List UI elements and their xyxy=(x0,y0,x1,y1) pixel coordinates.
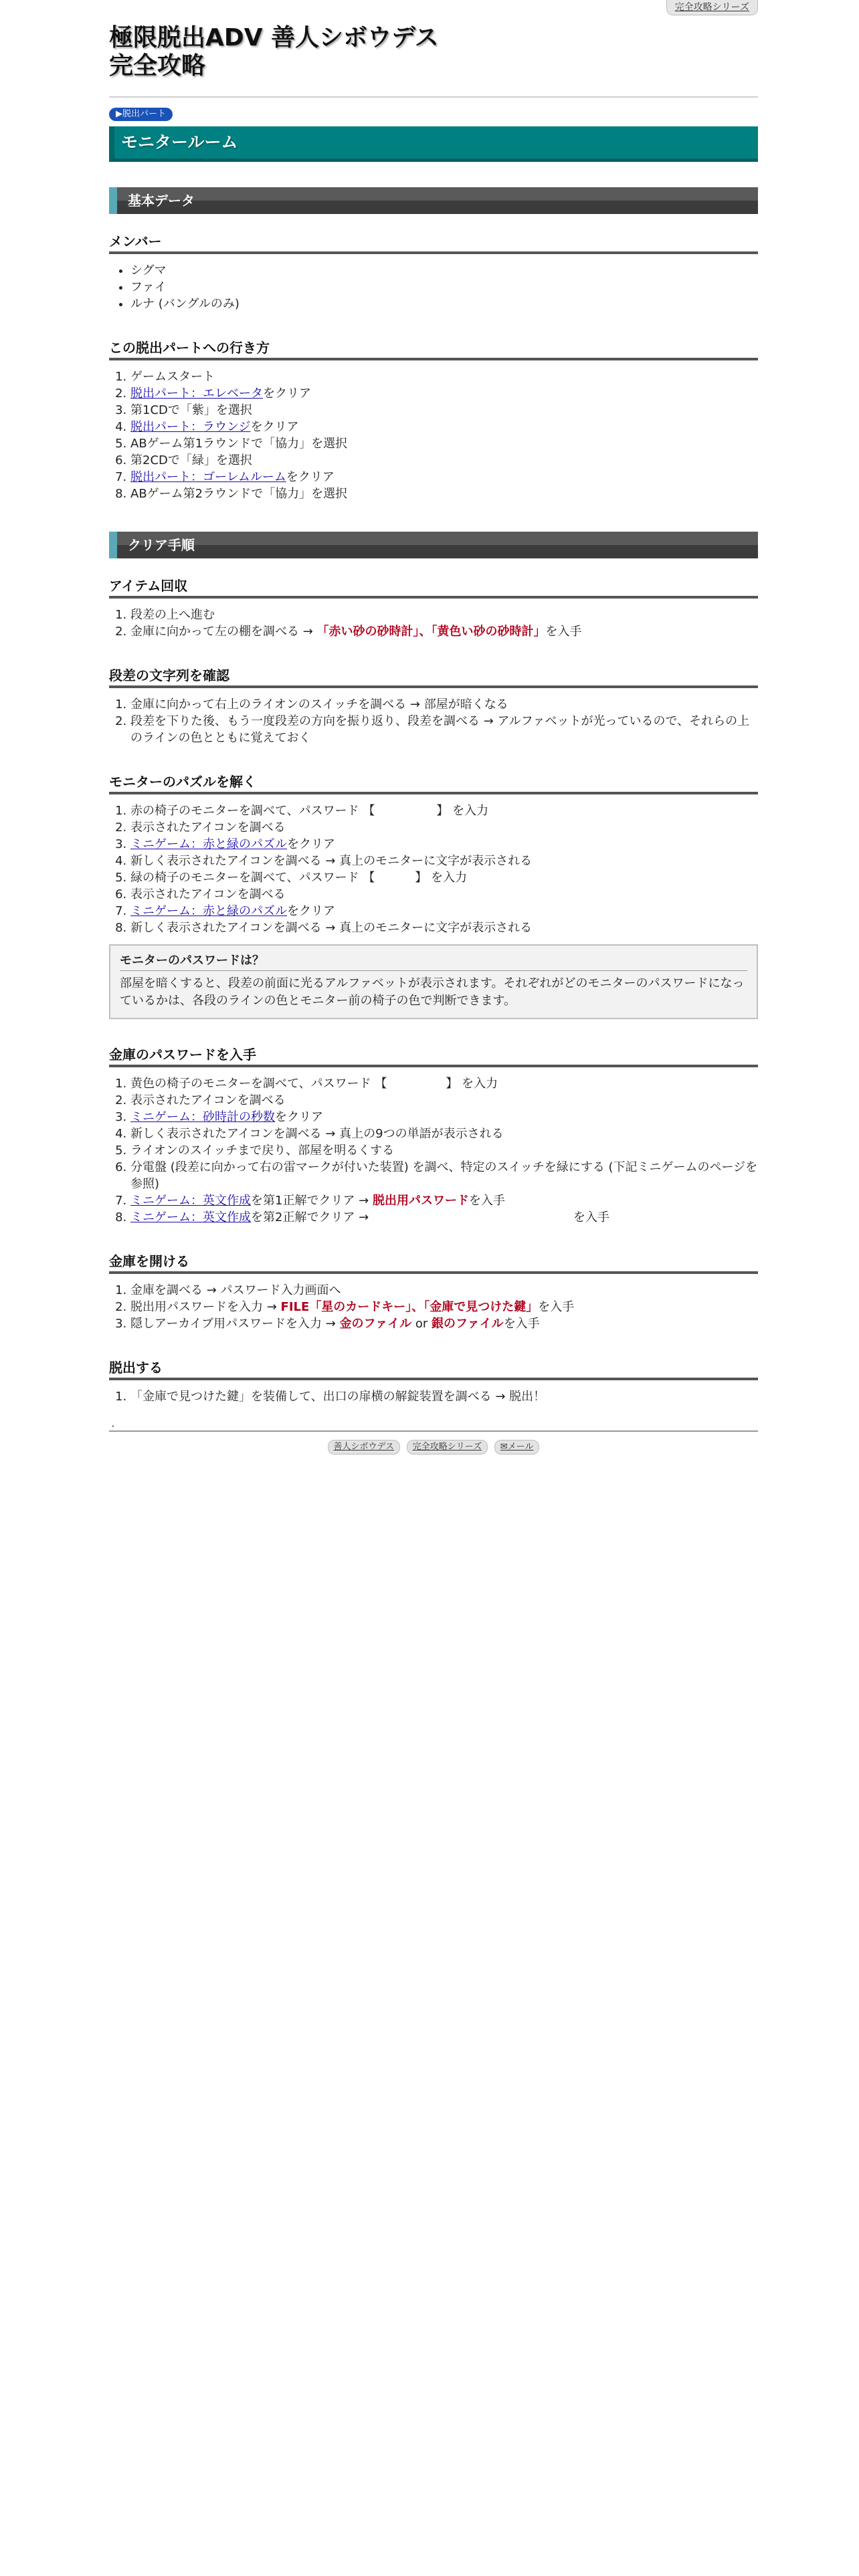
text: を入手 xyxy=(538,1300,575,1314)
list-item xyxy=(130,469,758,486)
item-name: 銀のファイル xyxy=(432,1317,504,1331)
link-elevator[interactable]: 脱出パート：エレベータ xyxy=(130,387,263,401)
route-list xyxy=(109,368,758,502)
text: を入手 xyxy=(503,1317,540,1331)
list-item xyxy=(130,1315,758,1332)
item-name: 「赤い砂の砂時計」 xyxy=(316,625,419,639)
list-item xyxy=(130,903,758,920)
list-item xyxy=(130,836,758,853)
text: を入手 xyxy=(468,1194,505,1208)
open-safe-heading: 金庫を開ける xyxy=(109,1251,758,1274)
footer-link-mail[interactable]: ✉メール xyxy=(494,1440,540,1455)
list-item: 8. ABゲーム第2ラウンドで「協力」を選択 xyxy=(130,486,758,502)
list-item: 3. 第1CDで「紫」を選択 xyxy=(130,402,758,419)
list-item xyxy=(130,623,758,640)
safe-password-list xyxy=(109,1075,758,1226)
text: を入手 xyxy=(573,1210,609,1224)
site-title-line2: 完全攻略 xyxy=(109,52,206,80)
members-heading: メンバー xyxy=(109,231,758,254)
text: 脱出用パスワードを入力 → xyxy=(130,1300,281,1314)
items-list xyxy=(109,607,758,640)
list-item: 6. 第2CDで「緑」を選択 xyxy=(130,452,758,469)
footer-link-series[interactable]: 完全攻略シリーズ xyxy=(407,1440,488,1455)
list-item: 1. 「金庫で見つけた鍵」を装備して、出口の扉横の解錠装置を調べる → 脱出！ xyxy=(130,1388,758,1405)
text: を第1正解でクリア → xyxy=(251,1194,373,1208)
list-item: • シグマ xyxy=(130,262,758,279)
text: or xyxy=(411,1317,432,1331)
monitor-list xyxy=(109,802,758,936)
link-red-green-puzzle[interactable]: ミニゲーム：赤と緑のパズル xyxy=(130,904,287,918)
text: 黄色の椅子のモニターを調べて、パスワード 【 xyxy=(130,1077,387,1091)
site-title-line1: 極限脱出ADV 善人シボウデス xyxy=(109,24,439,51)
text: 】 を入力 xyxy=(415,871,468,885)
list-item: 1. 金庫に向かって右上のライオンのスイッチを調べる → 部屋が暗くなる xyxy=(130,696,758,713)
list-item xyxy=(130,869,758,886)
list-item: • ファイ xyxy=(130,279,758,296)
link-english-composition[interactable]: ミニゲーム：英文作成 xyxy=(130,1210,251,1224)
footer-divider xyxy=(109,1430,758,1432)
link-golem-room[interactable]: 脱出パート：ゴーレムルーム xyxy=(130,470,286,484)
text: を入手 xyxy=(545,625,582,639)
list-item xyxy=(130,1209,758,1226)
list-item: 2. 表示されたアイコンを調べる xyxy=(130,1092,758,1109)
list-item: 5. ABゲーム第1ラウンドで「協力」を選択 xyxy=(130,435,758,452)
list-item xyxy=(130,419,758,435)
list-item: 2. 表示されたアイコンを調べる xyxy=(130,819,758,836)
text: をクリア xyxy=(286,470,335,484)
link-red-green-puzzle[interactable]: ミニゲーム：赤と緑のパズル xyxy=(130,837,287,851)
list-item: 5. ライオンのスイッチまで戻り、部屋を明るくする xyxy=(130,1142,758,1159)
hint-title: モニターのパスワードは？ xyxy=(120,952,747,971)
title-divider xyxy=(109,96,758,98)
members-list xyxy=(109,262,758,312)
text: 緑の椅子のモニターを調べて、パスワード 【 xyxy=(130,871,375,885)
footer-links xyxy=(109,1437,758,1455)
hint-text: 部屋を暗くすると、段差の前面に光るアルファベットが表示されます。それぞれがどのモニターのパスワードになっているかは、各段のラインの色とモニター前の椅子の色で判断できます。 xyxy=(120,976,745,1008)
list-item: 6. 分電盤 (段差に向かって右の雷マークが付いた装置) を調べ、特定のスイッチを緑にする (下記ミニゲームのページを参照) xyxy=(130,1159,758,1192)
section-heading-clear: クリア手順 xyxy=(109,532,758,558)
open-safe-list xyxy=(109,1282,758,1332)
list-item: 6. 表示されたアイコンを調べる xyxy=(130,886,758,903)
route-heading: この脱出パートへの行き方 xyxy=(109,338,758,360)
list-item xyxy=(130,802,758,819)
link-lounge[interactable]: 脱出パート：ラウンジ xyxy=(130,420,251,434)
list-item xyxy=(130,1299,758,1315)
text: をクリア xyxy=(287,837,335,851)
item-name: 「黄色い砂の砂時計」 xyxy=(431,625,546,639)
text: 、 xyxy=(411,1300,424,1314)
text: をクリア xyxy=(263,387,311,401)
item-name: 脱出用パスワード xyxy=(372,1194,469,1208)
series-link[interactable]: 完全攻略シリーズ xyxy=(666,0,758,15)
text: 、 xyxy=(419,625,432,639)
list-item: 2. 段差を下りた後、もう一度段差の方向を振り返り、段差を調べる → アルファベットが光っているので、それらの上のラインの色とともに覚えておく xyxy=(130,713,758,746)
list-item: 4. 新しく表示されたアイコンを調べる → 真上のモニターに文字が表示される xyxy=(130,853,758,869)
list-item: • ルナ (バングルのみ) xyxy=(130,296,758,312)
item-name: 金のファイル xyxy=(339,1317,412,1331)
list-item xyxy=(130,1192,758,1209)
section-heading-basic: 基本データ xyxy=(109,187,758,214)
category-badge[interactable]: ▶脱出パート xyxy=(109,108,173,121)
hint-box xyxy=(109,944,758,1019)
list-item: 1. 段差の上へ進む xyxy=(130,607,758,623)
footer-link-game[interactable]: 善人シボウデス xyxy=(328,1440,400,1455)
escape-list xyxy=(109,1388,758,1405)
link-english-composition[interactable]: ミニゲーム：英文作成 xyxy=(130,1194,251,1208)
steps-text-list xyxy=(109,696,758,746)
text: を第2正解でクリア → xyxy=(251,1210,373,1224)
page-title: モニタールーム xyxy=(109,126,758,162)
steps-text-heading: 段差の文字列を確認 xyxy=(109,665,758,688)
monitor-heading: モニターのパズルを解く xyxy=(109,772,758,794)
item-name: FILE「星のカードキー」 xyxy=(280,1300,412,1314)
item-name: 「金庫で見つけた鍵」 xyxy=(423,1300,539,1314)
text: をクリア xyxy=(287,904,335,918)
text: をクリア xyxy=(250,420,299,434)
list-item: 1. ゲームスタート xyxy=(130,368,758,385)
text: 隠しアーカイブ用パスワードを入力 → xyxy=(130,1317,340,1331)
safe-password-heading: 金庫のパスワードを入手 xyxy=(109,1045,758,1067)
items-heading: アイテム回収 xyxy=(109,576,758,599)
list-item: 4. 新しく表示されたアイコンを調べる → 真上の9つの単語が表示される xyxy=(130,1125,758,1142)
list-item: 8. 新しく表示されたアイコンを調べる → 真上のモニターに文字が表示される xyxy=(130,920,758,936)
page xyxy=(109,0,758,1455)
list-item xyxy=(130,385,758,402)
text: 金庫に向かって左の棚を調べる → xyxy=(130,625,317,639)
footer-dot: ・ xyxy=(109,1422,118,1431)
text: 】 を入力 xyxy=(436,804,489,818)
list-item xyxy=(130,1075,758,1092)
link-hourglass-seconds[interactable]: ミニゲーム：砂時計の秒数 xyxy=(130,1110,275,1124)
list-item xyxy=(130,1109,758,1125)
text: 赤の椅子のモニターを調べて、パスワード 【 xyxy=(130,804,375,818)
list-item: 1. 金庫を調べる → パスワード入力画面へ xyxy=(130,1282,758,1299)
text: をクリア xyxy=(275,1110,323,1124)
text: 】 を入力 xyxy=(446,1077,498,1091)
escape-heading: 脱出する xyxy=(109,1358,758,1380)
site-title[interactable] xyxy=(109,0,758,80)
